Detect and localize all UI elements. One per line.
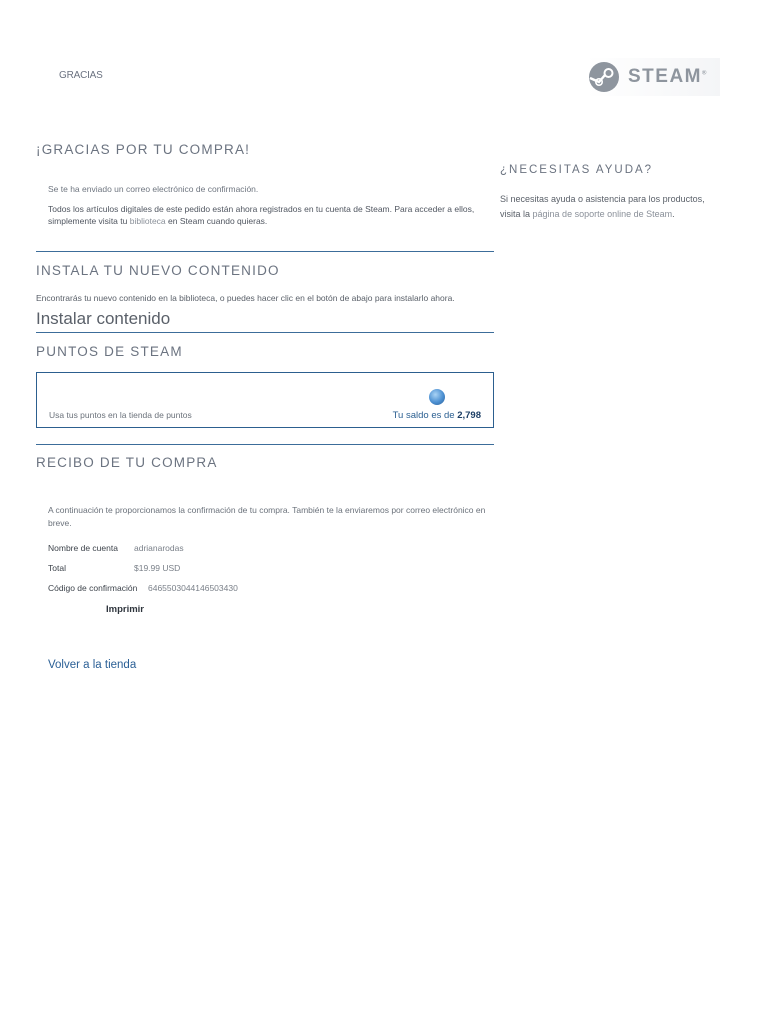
email-notice: Se te ha enviado un correo electrónico de confirmación. [48,184,259,194]
print-button[interactable]: Imprimir [106,604,145,615]
points-section [36,344,494,428]
total-label: Total [48,563,66,573]
receipt-row [48,558,494,578]
account-name-label: Nombre de cuenta [48,543,118,553]
support-link[interactable]: página de soporte online de Steam [532,209,673,219]
help-sidebar [500,164,720,222]
library-link[interactable]: biblioteca [129,216,166,226]
steam-logo-icon [588,61,620,93]
install-section [36,251,494,333]
receipt-text: A continuación te proporcionamos la confirmación de tu compra. También te la enviaremos por correo electrónico en breve. [48,505,486,528]
steam-logo-text: STEAM® [628,66,708,87]
points-title: PUNTOS DE STEAM [36,344,183,359]
total-value: $19.99 USD [134,563,181,573]
section-divider [36,332,494,333]
points-balance: Tu saldo es de 2,798 [392,410,481,421]
page-title: ¡GRACIAS POR TU COMPRA! [36,142,251,157]
steam-points-icon [429,389,445,405]
steam-logo[interactable] [586,58,720,96]
receipt-details [48,538,494,598]
receipt-row [48,578,494,598]
receipt-title: RECIBO DE TU COMPRA [36,455,218,470]
install-title: INSTALA TU NUEVO CONTENIDO [36,263,280,278]
install-text: Encontrarás tu nuevo contenido en la biblioteca, o puedes hacer clic en el botón de abajo para instalarlo ahora. [36,293,455,303]
main-content [36,142,494,673]
library-notice: Todos los artículos digitales de este pedido están ahora registrados en tu cuenta de Steam. Para acceder a ellos, simplemente visita tu biblioteca en Steam cuando quieras. [48,204,475,226]
section-divider [36,251,494,252]
receipt-section [36,444,494,673]
points-balance-value: 2,798 [457,410,481,421]
breadcrumb: GRACIAS [59,70,103,81]
help-title: ¿NECESITAS AYUDA? [500,164,654,176]
points-box [36,372,494,428]
confirmation-intro [48,183,494,227]
section-divider [36,444,494,445]
confirmation-code-value: 6465503044146503430 [148,583,238,593]
install-content-button[interactable]: Instalar contenido [36,309,171,328]
back-to-store-link[interactable]: Volver a la tienda [48,659,137,671]
help-text: Si necesitas ayuda o asistencia para los productos, visita la página de soporte online de Steam. [500,194,705,219]
receipt-row [48,538,494,558]
points-store-link[interactable]: Usa tus puntos en la tienda de puntos [49,410,192,420]
account-name-value: adrianarodas [134,543,184,553]
confirmation-code-label: Código de confirmación [48,583,138,593]
